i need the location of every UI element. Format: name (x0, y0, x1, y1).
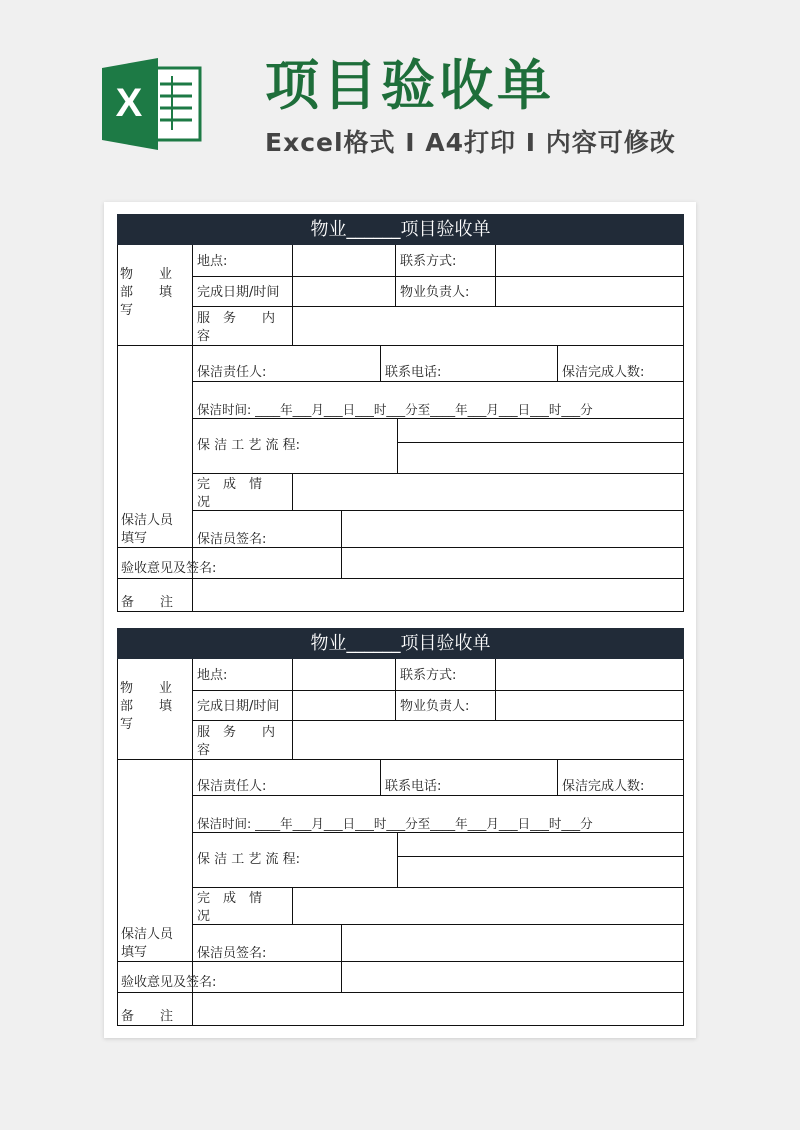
remark-field[interactable] (193, 579, 683, 611)
phone-label: 联系电话: (385, 365, 442, 380)
acceptance-form (117, 628, 684, 1026)
service-label: 服 务 内 容 (197, 311, 276, 344)
location-field[interactable] (293, 246, 395, 276)
page-subtitle: Excel格式 I A4打印 I 内容可修改 (265, 128, 676, 157)
contact-field[interactable] (496, 246, 683, 276)
location-field[interactable] (293, 660, 395, 690)
remark-label: 备 注 (121, 1009, 174, 1024)
process-field-1[interactable] (398, 833, 683, 856)
remark-field[interactable] (193, 993, 683, 1025)
excel-icon (102, 58, 204, 150)
signature-field[interactable] (342, 925, 683, 961)
section-label-property: 物 业 部 填 写 (120, 267, 173, 318)
acceptance-field[interactable] (342, 962, 683, 992)
excel-logo-letter: X (115, 81, 143, 125)
cleaning-responsible-label: 保洁责任人: (197, 365, 267, 380)
process-field-2[interactable] (398, 857, 683, 887)
remark-label: 备 注 (121, 595, 174, 610)
manager-label: 物业负责人: (400, 699, 470, 714)
process-label: 保 洁 工 艺 流 程: (197, 852, 301, 867)
signature-label: 保洁员签名: (197, 532, 267, 547)
manager-field[interactable] (496, 691, 683, 720)
status-label: 完 成 情 况 (197, 891, 263, 924)
service-field[interactable] (293, 307, 683, 345)
contact-label: 联系方式: (400, 254, 457, 269)
status-label: 完 成 情 况 (197, 477, 263, 510)
process-field-1[interactable] (398, 419, 683, 442)
section-label-cleaner: 保洁人员 填写 (121, 927, 174, 960)
date-label: 完成日期/时间 (197, 699, 280, 714)
cleaning-responsible-label: 保洁责任人: (197, 779, 267, 794)
cleaning-time-label: 保洁时间: ____年___月___日___时___分至____年___月___日___时___分 (197, 402, 593, 417)
location-label: 地点: (197, 254, 228, 269)
service-label: 服 务 内 容 (197, 725, 276, 758)
staff-count-label: 保洁完成人数: (562, 779, 645, 794)
acceptance-label: 验收意见及签名: (121, 561, 217, 576)
status-field[interactable] (293, 888, 683, 924)
date-label: 完成日期/时间 (197, 285, 280, 300)
form-title-bar: 物业______项目验收单 (117, 628, 684, 659)
process-field-2[interactable] (398, 443, 683, 473)
signature-label: 保洁员签名: (197, 946, 267, 961)
date-field[interactable] (293, 691, 395, 720)
page-title: 项目验收单 (265, 54, 555, 117)
phone-label: 联系电话: (385, 779, 442, 794)
section-label-cleaner: 保洁人员 填写 (121, 513, 174, 546)
service-field[interactable] (293, 721, 683, 759)
staff-count-label: 保洁完成人数: (562, 365, 645, 380)
signature-field[interactable] (342, 511, 683, 547)
section-label-property: 物 业 部 填 写 (120, 681, 173, 732)
process-label: 保 洁 工 艺 流 程: (197, 438, 301, 453)
acceptance-field[interactable] (342, 548, 683, 578)
page-header (0, 0, 800, 190)
status-field[interactable] (293, 474, 683, 510)
manager-label: 物业负责人: (400, 285, 470, 300)
manager-field[interactable] (496, 277, 683, 306)
contact-label: 联系方式: (400, 668, 457, 683)
acceptance-label: 验收意见及签名: (121, 975, 217, 990)
location-label: 地点: (197, 668, 228, 683)
date-field[interactable] (293, 277, 395, 306)
acceptance-form (117, 214, 684, 612)
form-title-bar: 物业______项目验收单 (117, 214, 684, 245)
cleaning-time-label: 保洁时间: ____年___月___日___时___分至____年___月___日___时___分 (197, 816, 593, 831)
contact-field[interactable] (496, 660, 683, 690)
